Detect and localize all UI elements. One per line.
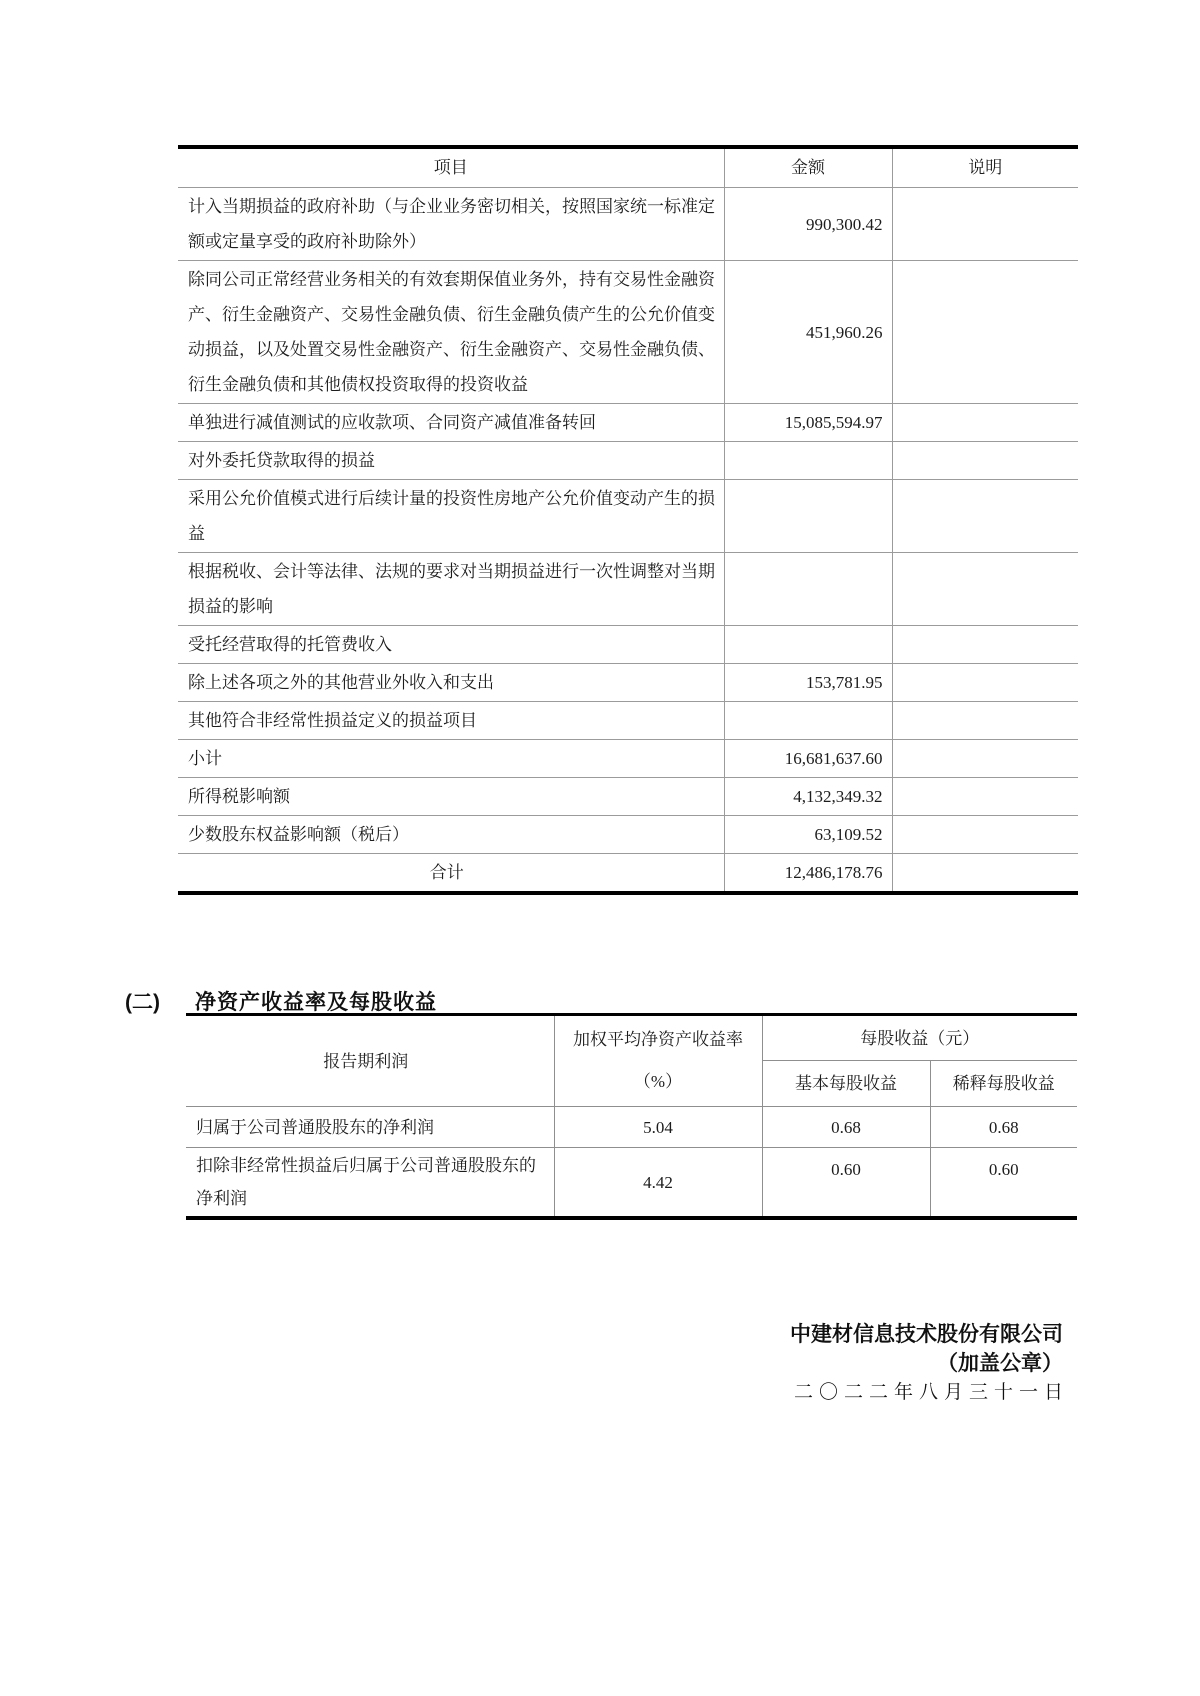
amount-cell: 4,132,349.32 [724, 778, 892, 816]
item-cell: 合计 [178, 854, 724, 894]
amount-cell [724, 553, 892, 626]
section-heading [125, 986, 1078, 1016]
table-row [178, 480, 1078, 553]
item-cell: 受托经营取得的托管费收入 [178, 626, 724, 664]
note-cell [892, 778, 1078, 816]
note-cell [892, 664, 1078, 702]
header-weighted-roe-line2: （%） [633, 1072, 683, 1091]
signature-block [790, 1320, 1069, 1407]
diluted-eps-cell: 0.60 [930, 1148, 1077, 1219]
note-cell [892, 261, 1078, 404]
table-header-row [178, 147, 1078, 188]
note-cell [892, 188, 1078, 261]
table-row [178, 553, 1078, 626]
amount-cell [724, 442, 892, 480]
amount-cell: 15,085,594.97 [724, 404, 892, 442]
item-cell: 归属于公司普通股股东的净利润 [186, 1107, 554, 1148]
header-weighted-roe [554, 1015, 762, 1107]
company-name: 中建材信息技术股份有限公司 [790, 1323, 1063, 1346]
diluted-eps-cell: 0.68 [930, 1107, 1077, 1148]
item-cell: 其他符合非经常性损益定义的损益项目 [178, 702, 724, 740]
note-cell [892, 404, 1078, 442]
item-cell: 除上述各项之外的其他营业外收入和支出 [178, 664, 724, 702]
item-cell: 根据税收、会计等法律、法规的要求对当期损益进行一次性调整对当期损益的影响 [178, 553, 724, 626]
table-row [178, 702, 1078, 740]
non-recurring-items-table [178, 145, 1078, 895]
amount-cell [724, 702, 892, 740]
table-row [186, 1107, 1077, 1148]
header-weighted-roe-line1: 加权平均净资产收益率 [573, 1030, 743, 1049]
amount-cell: 63,109.52 [724, 816, 892, 854]
amount-cell: 451,960.26 [724, 261, 892, 404]
roe-cell: 5.04 [554, 1107, 762, 1148]
item-cell: 计入当期损益的政府补助（与企业业务密切相关，按照国家统一标准定额或定量享受的政府补助除外） [178, 188, 724, 261]
table-row [178, 404, 1078, 442]
item-cell: 扣除非经常性损益后归属于公司普通股股东的净利润 [186, 1148, 554, 1219]
table-row [178, 778, 1078, 816]
item-cell: 对外委托贷款取得的损益 [178, 442, 724, 480]
subtotal-row [178, 740, 1078, 778]
item-cell: 采用公允价值模式进行后续计量的投资性房地产公允价值变动产生的损益 [178, 480, 724, 553]
roe-eps-table [186, 1013, 1077, 1220]
item-cell: 所得税影响额 [178, 778, 724, 816]
header-diluted-eps: 稀释每股收益 [930, 1061, 1077, 1107]
roe-eps-table-wrap [186, 1013, 1077, 1220]
note-cell [892, 553, 1078, 626]
item-cell: 少数股东权益影响额（税后） [178, 816, 724, 854]
amount-cell: 153,781.95 [724, 664, 892, 702]
non-recurring-items-table-wrap [178, 145, 1078, 895]
section-title: 净资产收益率及每股收益 [195, 991, 437, 1014]
table-row [178, 664, 1078, 702]
item-cell: 除同公司正常经营业务相关的有效套期保值业务外，持有交易性金融资产、衍生金融资产、交易性金融负债、衍生金融负债产生的公允价值变动损益，以及处置交易性金融资产、衍生金融资产、交易性金融负债、衍生金融负债和其他债权投资取得的投资收益 [178, 261, 724, 404]
table-row [178, 261, 1078, 404]
seal-note: （加盖公章） [937, 1352, 1063, 1375]
header-basic-eps: 基本每股收益 [762, 1061, 930, 1107]
header-note: 说明 [892, 147, 1078, 188]
amount-cell: 12,486,178.76 [724, 854, 892, 894]
item-cell: 单独进行减值测试的应收款项、合同资产减值准备转回 [178, 404, 724, 442]
note-cell [892, 740, 1078, 778]
signature-date: 二〇二二年八月三十一日 [793, 1382, 1069, 1403]
amount-cell [724, 626, 892, 664]
header-item: 项目 [178, 147, 724, 188]
note-cell [892, 442, 1078, 480]
table-header-row [186, 1015, 1077, 1061]
amount-cell [724, 480, 892, 553]
note-cell [892, 702, 1078, 740]
basic-eps-cell: 0.68 [762, 1107, 930, 1148]
header-report-profit: 报告期利润 [186, 1015, 554, 1107]
roe-cell: 4.42 [554, 1148, 762, 1219]
table-row [178, 188, 1078, 261]
basic-eps-cell: 0.60 [762, 1148, 930, 1219]
amount-cell: 16,681,637.60 [724, 740, 892, 778]
note-cell [892, 480, 1078, 553]
section-number: (二) [125, 991, 160, 1014]
header-eps-group: 每股收益（元） [762, 1015, 1077, 1061]
table-row [178, 816, 1078, 854]
note-cell [892, 854, 1078, 894]
table-row [186, 1148, 1077, 1219]
amount-cell: 990,300.42 [724, 188, 892, 261]
table-row [178, 626, 1078, 664]
table-row [178, 442, 1078, 480]
item-cell: 小计 [178, 740, 724, 778]
total-row [178, 854, 1078, 894]
header-amount: 金额 [724, 147, 892, 188]
note-cell [892, 626, 1078, 664]
note-cell [892, 816, 1078, 854]
